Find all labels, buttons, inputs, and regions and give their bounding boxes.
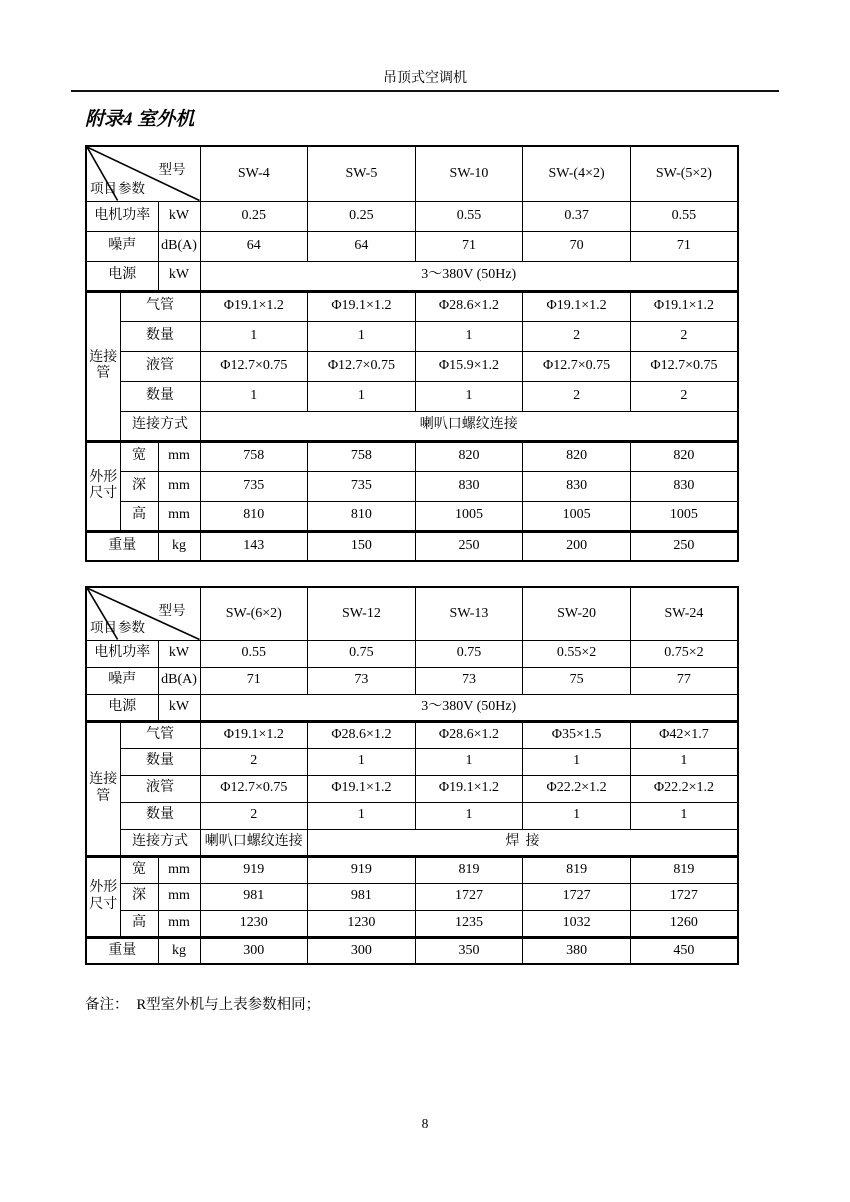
group-label-pipes: 连接管 (86, 721, 120, 856)
value-cell: 2 (630, 381, 738, 411)
row-label-qty: 数量 (120, 381, 200, 411)
model-header: SW-20 (523, 587, 631, 640)
row-label-gas-pipe: 气管 (120, 291, 200, 321)
row-label-connection: 连接方式 (120, 411, 200, 441)
model-header: SW-(5×2) (630, 146, 738, 201)
value-cell: 0.55×2 (523, 640, 631, 667)
value-cell: 1727 (523, 883, 631, 910)
row-label-weight: 重量 (86, 531, 158, 561)
row-gas-qty (86, 321, 738, 351)
corner-label-param: 参数 (118, 180, 145, 196)
model-header: SW-5 (308, 146, 416, 201)
value-cell: 0.55 (630, 201, 738, 231)
value-cell: 71 (200, 667, 308, 694)
value-cell: 2 (200, 748, 308, 775)
value-cell: 1 (523, 802, 631, 829)
group-label-pipes: 连接管 (86, 291, 120, 441)
value-cell: 1 (630, 748, 738, 775)
header-row (86, 146, 738, 201)
corner-label-param: 参数 (118, 619, 145, 635)
row-label-noise: 噪声 (86, 231, 158, 261)
value-cell: Φ28.6×1.2 (415, 291, 523, 321)
row-label-qty: 数量 (120, 802, 200, 829)
value-cell: 0.25 (308, 201, 416, 231)
value-cell: 200 (523, 531, 631, 561)
model-header: SW-(4×2) (523, 146, 631, 201)
row-label-liquid-pipe: 液管 (120, 351, 200, 381)
row-label-gas-pipe: 气管 (120, 721, 200, 748)
unit-cell: mm (158, 883, 200, 910)
model-header: SW-13 (415, 587, 523, 640)
unit-cell: dB(A) (158, 231, 200, 261)
footnote (85, 993, 850, 1014)
diagonal-header-cell (86, 146, 200, 201)
row-label-connection: 连接方式 (120, 829, 200, 856)
value-cell: Φ19.1×1.2 (308, 775, 416, 802)
unit-cell: kW (158, 694, 200, 721)
header-row (86, 587, 738, 640)
row-label-qty: 数量 (120, 321, 200, 351)
value-cell: Φ42×1.7 (630, 721, 738, 748)
value-cell: 143 (200, 531, 308, 561)
value-cell: Φ28.6×1.2 (308, 721, 416, 748)
value-cell: 1 (630, 802, 738, 829)
value-cell: 919 (308, 856, 416, 883)
value-cell: 77 (630, 667, 738, 694)
row-depth (86, 471, 738, 501)
value-cell: Φ22.2×1.2 (630, 775, 738, 802)
power-supply-value: 3～380V (50Hz) (200, 694, 738, 721)
value-cell: Φ19.1×1.2 (523, 291, 631, 321)
value-cell: 758 (200, 441, 308, 471)
row-noise (86, 231, 738, 261)
value-cell: 1 (308, 748, 416, 775)
value-cell: 0.55 (200, 640, 308, 667)
spec-table-2 (85, 586, 739, 965)
value-cell: 830 (523, 471, 631, 501)
value-cell: 0.37 (523, 201, 631, 231)
connection-value-rest: 焊接 (308, 829, 738, 856)
row-noise (86, 667, 738, 694)
unit-cell: kW (158, 640, 200, 667)
value-cell: 0.75×2 (630, 640, 738, 667)
unit-cell: kg (158, 937, 200, 964)
row-label-depth: 深 (120, 883, 158, 910)
value-cell: 2 (523, 321, 631, 351)
value-cell: 1230 (308, 910, 416, 937)
value-cell: 819 (630, 856, 738, 883)
value-cell: 0.55 (415, 201, 523, 231)
model-header: SW-24 (630, 587, 738, 640)
value-cell: 1 (415, 321, 523, 351)
model-header: SW-10 (415, 146, 523, 201)
value-cell: 450 (630, 937, 738, 964)
value-cell: 1727 (415, 883, 523, 910)
value-cell: Φ19.1×1.2 (200, 721, 308, 748)
footnote-text: R型室外机与上表参数相同； (136, 997, 321, 1013)
row-motor-power (86, 640, 738, 667)
value-cell: 981 (200, 883, 308, 910)
corner-label-item: 项目 (90, 180, 117, 196)
row-label-height: 高 (120, 910, 158, 937)
value-cell: 1032 (523, 910, 631, 937)
footnote-label: 备注： (85, 997, 129, 1013)
value-cell: 1 (523, 748, 631, 775)
value-cell: 919 (200, 856, 308, 883)
row-depth (86, 883, 738, 910)
value-cell: 75 (523, 667, 631, 694)
row-label-motor-power: 电机功率 (86, 201, 158, 231)
value-cell: Φ12.7×0.75 (200, 351, 308, 381)
value-cell: 1230 (200, 910, 308, 937)
value-cell: 250 (415, 531, 523, 561)
unit-cell: mm (158, 910, 200, 937)
value-cell: 73 (415, 667, 523, 694)
row-liquid-qty (86, 802, 738, 829)
value-cell: 1 (200, 321, 308, 351)
value-cell: 0.25 (200, 201, 308, 231)
value-cell: 810 (308, 501, 416, 531)
row-gas-pipe (86, 291, 738, 321)
row-label-motor-power: 电机功率 (86, 640, 158, 667)
value-cell: 64 (308, 231, 416, 261)
value-cell: Φ19.1×1.2 (415, 775, 523, 802)
unit-cell: mm (158, 471, 200, 501)
value-cell: Φ19.1×1.2 (630, 291, 738, 321)
value-cell: 1 (415, 381, 523, 411)
unit-cell: mm (158, 441, 200, 471)
value-cell: 300 (200, 937, 308, 964)
connection-value-first: 喇叭口螺纹连接 (200, 829, 308, 856)
value-cell: 1 (200, 381, 308, 411)
value-cell: 1 (308, 321, 416, 351)
row-power-supply (86, 261, 738, 291)
running-header-title: 吊顶式空调机 (383, 71, 467, 86)
row-power-supply (86, 694, 738, 721)
value-cell: 2 (200, 802, 308, 829)
row-label-noise: 噪声 (86, 667, 158, 694)
row-label-weight: 重量 (86, 937, 158, 964)
value-cell: 1005 (630, 501, 738, 531)
group-label-dimensions: 外形尺寸 (86, 856, 120, 937)
value-cell: 70 (523, 231, 631, 261)
unit-cell: mm (158, 501, 200, 531)
value-cell: 71 (630, 231, 738, 261)
value-cell: 64 (200, 231, 308, 261)
unit-cell: kg (158, 531, 200, 561)
value-cell: 810 (200, 501, 308, 531)
model-header: SW-(6×2) (200, 587, 308, 640)
value-cell: 300 (308, 937, 416, 964)
model-header: SW-12 (308, 587, 416, 640)
row-label-width: 宽 (120, 856, 158, 883)
value-cell: 1260 (630, 910, 738, 937)
value-cell: 1 (308, 381, 416, 411)
row-label-depth: 深 (120, 471, 158, 501)
value-cell: 1 (415, 748, 523, 775)
row-connection (86, 411, 738, 441)
value-cell: 758 (308, 441, 416, 471)
connection-value: 喇叭口螺纹连接 (200, 411, 738, 441)
spec-table-1 (85, 145, 739, 562)
row-label-qty: 数量 (120, 748, 200, 775)
row-label-power: 电源 (86, 261, 158, 291)
value-cell: 735 (200, 471, 308, 501)
row-liquid-pipe (86, 351, 738, 381)
value-cell: 820 (523, 441, 631, 471)
row-label-width: 宽 (120, 441, 158, 471)
value-cell: Φ19.1×1.2 (308, 291, 416, 321)
value-cell: 830 (415, 471, 523, 501)
row-weight (86, 531, 738, 561)
diagonal-header-cell (86, 587, 200, 640)
value-cell: 819 (523, 856, 631, 883)
corner-label-model: 型号 (158, 162, 186, 177)
value-cell: 150 (308, 531, 416, 561)
value-cell: Φ22.2×1.2 (523, 775, 631, 802)
value-cell: 981 (308, 883, 416, 910)
value-cell: 350 (415, 937, 523, 964)
value-cell: 380 (523, 937, 631, 964)
value-cell: 1235 (415, 910, 523, 937)
model-header: SW-4 (200, 146, 308, 201)
value-cell: 820 (630, 441, 738, 471)
group-label-dimensions: 外形尺寸 (86, 441, 120, 531)
value-cell: 1 (415, 802, 523, 829)
row-gas-pipe (86, 721, 738, 748)
value-cell: Φ19.1×1.2 (200, 291, 308, 321)
row-liquid-pipe (86, 775, 738, 802)
power-supply-value: 3～380V (50Hz) (200, 261, 738, 291)
corner-label-item: 项目 (90, 619, 117, 635)
value-cell: 1005 (415, 501, 523, 531)
value-cell: 1005 (523, 501, 631, 531)
unit-cell: kW (158, 201, 200, 231)
value-cell: 250 (630, 531, 738, 561)
value-cell: 830 (630, 471, 738, 501)
value-cell: Φ28.6×1.2 (415, 721, 523, 748)
page-number: 8 (421, 1116, 429, 1131)
value-cell: 0.75 (308, 640, 416, 667)
value-cell: 2 (630, 321, 738, 351)
row-connection (86, 829, 738, 856)
value-cell: Φ12.7×0.75 (200, 775, 308, 802)
value-cell: Φ12.7×0.75 (523, 351, 631, 381)
row-label-power: 电源 (86, 694, 158, 721)
value-cell: 73 (308, 667, 416, 694)
row-width (86, 441, 738, 471)
value-cell: 820 (415, 441, 523, 471)
header-rule (71, 90, 779, 92)
value-cell: Φ15.9×1.2 (415, 351, 523, 381)
unit-cell: kW (158, 261, 200, 291)
value-cell: Φ35×1.5 (523, 721, 631, 748)
row-height (86, 501, 738, 531)
row-label-height: 高 (120, 501, 158, 531)
value-cell: Φ12.7×0.75 (308, 351, 416, 381)
unit-cell: mm (158, 856, 200, 883)
row-width (86, 856, 738, 883)
row-motor-power (86, 201, 738, 231)
section-title: 附录4 室外机 (85, 109, 195, 130)
value-cell: 735 (308, 471, 416, 501)
value-cell: Φ12.7×0.75 (630, 351, 738, 381)
value-cell: 71 (415, 231, 523, 261)
unit-cell: dB(A) (158, 667, 200, 694)
corner-label-model: 型号 (158, 603, 186, 618)
value-cell: 819 (415, 856, 523, 883)
row-gas-qty (86, 748, 738, 775)
value-cell: 2 (523, 381, 631, 411)
row-liquid-qty (86, 381, 738, 411)
value-cell: 0.75 (415, 640, 523, 667)
row-height (86, 910, 738, 937)
value-cell: 1 (308, 802, 416, 829)
row-label-liquid-pipe: 液管 (120, 775, 200, 802)
row-weight (86, 937, 738, 964)
value-cell: 1727 (630, 883, 738, 910)
